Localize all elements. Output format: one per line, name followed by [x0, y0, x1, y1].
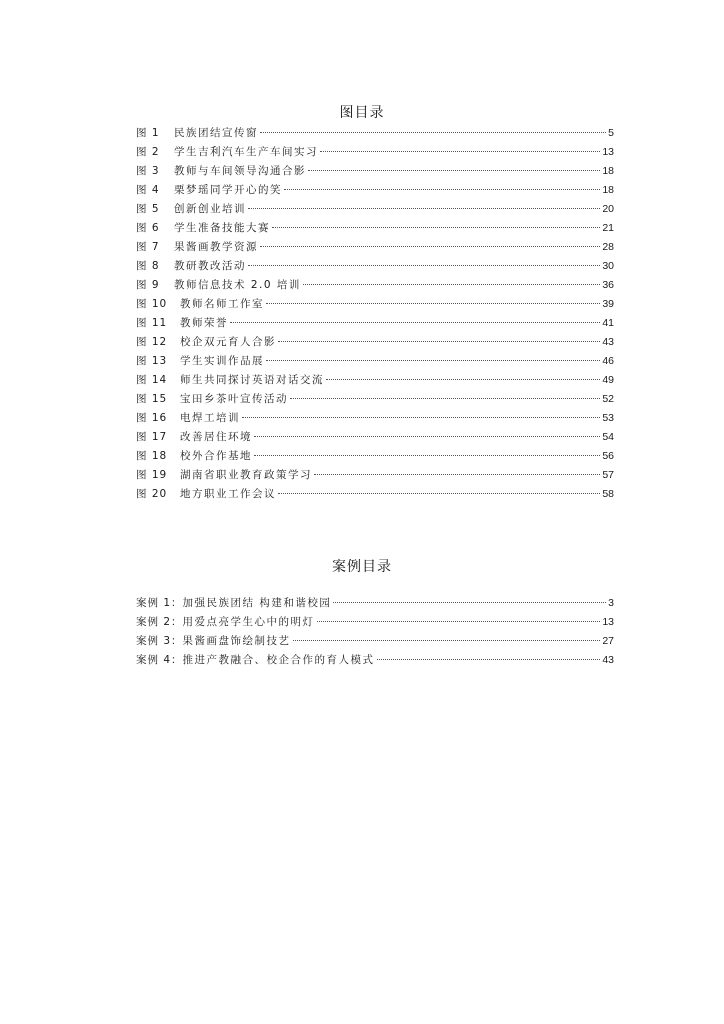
figure-entry[interactable]: [136, 181, 614, 200]
case-number: 案例 4：: [136, 654, 183, 666]
case-number: 案例 1：: [136, 597, 183, 609]
figure-number: 图 8: [136, 260, 160, 272]
dot-leader: [254, 436, 600, 437]
figure-entry[interactable]: [136, 409, 614, 428]
dot-leader: [278, 493, 600, 494]
case-title: 果酱画盘饰绘制技艺: [182, 635, 291, 647]
figure-entry[interactable]: [136, 295, 614, 314]
figure-number: 图 7: [136, 241, 160, 253]
page-number: 36: [602, 279, 614, 291]
case-number: 案例 3：: [136, 635, 183, 647]
page-number: 18: [602, 184, 614, 196]
dot-leader: [272, 227, 600, 228]
figure-number: 图 15: [136, 393, 168, 405]
figure-caption: 果酱画教学资源: [174, 241, 258, 253]
dot-leader: [242, 417, 600, 418]
page-number: 18: [602, 165, 614, 177]
figure-number: 图 10: [136, 298, 168, 310]
figure-caption: 改善居住环境: [180, 431, 252, 443]
figure-caption: 学生吉利汽车生产车间实习: [174, 146, 318, 158]
figure-caption: 教师信息技术 2.0 培训: [174, 279, 301, 291]
figure-entry[interactable]: [136, 276, 614, 295]
figure-entry[interactable]: [136, 143, 614, 162]
figure-number: 图 3: [136, 165, 160, 177]
figure-list-title: 图目录: [339, 105, 385, 121]
dot-leader: [248, 265, 600, 266]
figure-caption: 教师名师工作室: [180, 298, 264, 310]
figure-entry[interactable]: [136, 257, 614, 276]
figure-entry[interactable]: [136, 333, 614, 352]
figure-entry[interactable]: [136, 390, 614, 409]
dot-leader: [333, 602, 606, 603]
dot-leader: [314, 474, 600, 475]
figure-caption: 栗梦瑶同学开心的笑: [174, 184, 282, 196]
dot-leader: [254, 455, 600, 456]
figure-number: 图 18: [136, 450, 168, 462]
page-number: 53: [602, 412, 614, 424]
figure-caption: 教师荣誉: [180, 317, 228, 329]
page-number: 28: [602, 241, 614, 253]
page-number: 56: [602, 450, 614, 462]
figure-entry[interactable]: [136, 352, 614, 371]
case-entry[interactable]: [136, 613, 614, 632]
figure-number: 图 1: [136, 127, 160, 139]
figure-caption: 学生实训作品展: [180, 355, 264, 367]
figure-number: 图 20: [136, 488, 168, 500]
dot-leader: [308, 170, 600, 171]
case-title: 推进产教融合、校企合作的育人模式: [182, 654, 375, 666]
dot-leader: [260, 132, 606, 133]
page-number: 13: [602, 146, 614, 158]
dot-leader: [317, 621, 601, 622]
case-list: [136, 594, 614, 670]
figure-caption: 创新创业培训: [174, 203, 246, 215]
case-title: 加强民族团结 构建和谐校园: [182, 597, 332, 609]
page-number: 57: [602, 469, 614, 481]
figure-entry[interactable]: [136, 466, 614, 485]
figure-entry[interactable]: [136, 447, 614, 466]
figure-entry[interactable]: [136, 428, 614, 447]
figure-number: 图 13: [136, 355, 168, 367]
page-number: 30: [602, 260, 614, 272]
figure-caption: 民族团结宣传窗: [174, 127, 258, 139]
figure-caption: 教研教改活动: [174, 260, 246, 272]
figure-entry[interactable]: [136, 371, 614, 390]
figure-entry[interactable]: [136, 314, 614, 333]
figure-caption: 教师与车间领导沟通合影: [174, 165, 306, 177]
figure-entry[interactable]: [136, 219, 614, 238]
figure-number: 图 5: [136, 203, 160, 215]
page-number: 27: [602, 635, 614, 647]
figure-number: 图 4: [136, 184, 160, 196]
page-number: 3: [608, 597, 614, 609]
page-number: 46: [602, 355, 614, 367]
figure-number: 图 14: [136, 374, 168, 386]
dot-leader: [320, 151, 600, 152]
dot-leader: [260, 246, 600, 247]
figure-caption: 湖南省职业教育政策学习: [180, 469, 312, 481]
dot-leader: [377, 659, 601, 660]
figure-caption: 电焊工培训: [180, 412, 240, 424]
page-number: 43: [602, 336, 614, 348]
page-number: 41: [602, 317, 614, 329]
figure-number: 图 11: [136, 317, 168, 329]
page-number: 5: [608, 127, 614, 139]
dot-leader: [290, 398, 600, 399]
dot-leader: [326, 379, 600, 380]
figure-entry[interactable]: [136, 124, 614, 143]
figure-number: 图 6: [136, 222, 160, 234]
figure-number: 图 9: [136, 279, 160, 291]
figure-number: 图 12: [136, 336, 168, 348]
page-number: 20: [602, 203, 614, 215]
case-number: 案例 2：: [136, 616, 183, 628]
page-number: 49: [602, 374, 614, 386]
dot-leader: [230, 322, 600, 323]
figure-caption: 学生准备技能大赛: [174, 222, 270, 234]
dot-leader: [248, 208, 600, 209]
page-number: 52: [602, 393, 614, 405]
dot-leader: [266, 360, 600, 361]
case-entry[interactable]: [136, 632, 614, 651]
case-list-title: 案例目录: [332, 559, 392, 575]
figure-number: 图 19: [136, 469, 168, 481]
figure-entry[interactable]: [136, 485, 614, 504]
figure-number: 图 16: [136, 412, 168, 424]
figure-entry[interactable]: [136, 200, 614, 219]
figure-number: 图 2: [136, 146, 160, 158]
page-number: 21: [602, 222, 614, 234]
page-number: 54: [602, 431, 614, 443]
figure-entry[interactable]: [136, 238, 614, 257]
figure-caption: 师生共同探讨英语对话交流: [180, 374, 324, 386]
case-entry[interactable]: [136, 594, 614, 613]
case-title: 用爱点亮学生心中的明灯: [182, 616, 315, 628]
dot-leader: [284, 189, 600, 190]
dot-leader: [278, 341, 600, 342]
figure-entry[interactable]: [136, 162, 614, 181]
figure-caption: 校外合作基地: [180, 450, 252, 462]
case-entry[interactable]: [136, 651, 614, 670]
figure-caption: 宝田乡茶叶宣传活动: [180, 393, 288, 405]
page-number: 58: [602, 488, 614, 500]
figure-list: [136, 124, 614, 504]
dot-leader: [303, 284, 600, 285]
page-number: 43: [602, 654, 614, 666]
figure-caption: 校企双元育人合影: [180, 336, 276, 348]
page-number: 13: [602, 616, 614, 628]
page-number: 39: [602, 298, 614, 310]
figure-number: 图 17: [136, 431, 168, 443]
dot-leader: [266, 303, 600, 304]
dot-leader: [293, 640, 601, 641]
figure-caption: 地方职业工作会议: [180, 488, 276, 500]
